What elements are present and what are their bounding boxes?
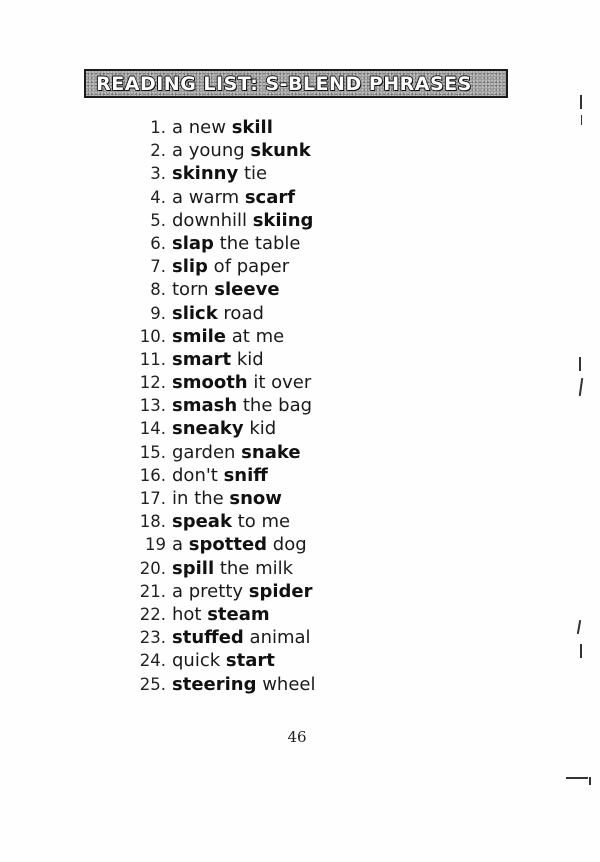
target-word: smile bbox=[172, 325, 227, 347]
target-word: spider bbox=[248, 580, 313, 602]
item-number: 1. bbox=[150, 118, 166, 137]
target-word: spill bbox=[172, 557, 215, 579]
item-number: 10. bbox=[139, 326, 166, 346]
item-phrase bbox=[172, 417, 276, 440]
item-phrase bbox=[172, 673, 316, 696]
target-word: spotted bbox=[188, 534, 268, 556]
title-banner bbox=[84, 69, 508, 98]
phrase-after: tie bbox=[238, 163, 268, 185]
scan-artifact-mark bbox=[580, 95, 582, 109]
item-number: 13. bbox=[139, 396, 166, 416]
target-word: smart bbox=[172, 348, 232, 370]
item-phrase bbox=[172, 487, 282, 510]
target-word: smooth bbox=[172, 372, 248, 394]
item-phrase bbox=[172, 441, 301, 464]
item-number: 18. bbox=[139, 512, 166, 532]
target-word: slap bbox=[172, 232, 214, 254]
target-word: sneaky bbox=[172, 418, 244, 440]
phrase-after: kid bbox=[231, 348, 264, 370]
item-phrase bbox=[172, 325, 284, 348]
item-phrase bbox=[172, 557, 293, 580]
item-number: 21. bbox=[139, 581, 166, 601]
item-number: 19 bbox=[145, 535, 166, 555]
item-number: 15. bbox=[139, 442, 166, 462]
item-number: 6. bbox=[150, 233, 166, 253]
item-phrase bbox=[172, 255, 289, 278]
phrase-after: wheel bbox=[256, 673, 316, 695]
scan-artifact-mark bbox=[579, 378, 583, 396]
phrase-before: in the bbox=[172, 488, 230, 509]
item-phrase bbox=[172, 580, 313, 603]
item-phrase bbox=[172, 302, 264, 325]
page-number: 46 bbox=[287, 728, 307, 746]
phrase-after: road bbox=[217, 302, 264, 324]
item-number: 17. bbox=[139, 489, 166, 508]
scan-artifact-mark bbox=[589, 777, 591, 785]
target-word: snake bbox=[241, 441, 301, 463]
page-title: READING LIST: S-BLEND PHRASES bbox=[96, 72, 472, 95]
target-word: speak bbox=[172, 511, 232, 533]
phrase-after: it over bbox=[247, 372, 312, 394]
phrase-after: animal bbox=[243, 627, 311, 649]
phrase-after: kid bbox=[243, 418, 277, 440]
phrase-before: a new bbox=[172, 117, 232, 138]
item-number: 8. bbox=[150, 280, 166, 300]
phrase-before: downhill bbox=[172, 209, 253, 231]
target-word: stuffed bbox=[172, 627, 244, 649]
scan-artifact-mark bbox=[577, 620, 581, 634]
target-word: start bbox=[225, 650, 275, 672]
target-word: skunk bbox=[250, 140, 311, 162]
item-number: 12. bbox=[139, 373, 166, 393]
item-phrase bbox=[172, 603, 270, 626]
scan-artifact-mark bbox=[579, 357, 581, 371]
phrase-before: torn bbox=[172, 279, 215, 301]
item-phrase bbox=[172, 139, 311, 162]
item-phrase bbox=[172, 649, 275, 672]
item-phrase bbox=[172, 533, 307, 556]
phrase-after: the table bbox=[213, 232, 301, 254]
item-number: 23. bbox=[139, 628, 166, 648]
target-word: steering bbox=[172, 673, 257, 695]
item-number: 25. bbox=[139, 674, 166, 694]
target-word: scarf bbox=[244, 186, 296, 208]
item-number: 20. bbox=[139, 558, 166, 578]
item-phrase bbox=[172, 116, 273, 139]
item-number: 22. bbox=[139, 604, 166, 624]
target-word: skinny bbox=[172, 163, 239, 185]
item-number: 16. bbox=[139, 465, 166, 485]
phrase-before: a pretty bbox=[172, 580, 249, 602]
item-phrase bbox=[172, 371, 311, 394]
item-number: 9. bbox=[150, 303, 166, 323]
item-phrase bbox=[172, 278, 280, 301]
phrase-after: to me bbox=[231, 511, 291, 533]
phrase-after: the milk bbox=[214, 557, 294, 579]
item-phrase bbox=[172, 186, 295, 209]
item-phrase bbox=[172, 232, 301, 255]
phrase-before: a warm bbox=[172, 186, 245, 208]
item-phrase bbox=[172, 394, 312, 417]
item-number: 14. bbox=[139, 419, 166, 439]
item-number: 7. bbox=[150, 257, 166, 277]
scan-artifact-mark bbox=[566, 777, 588, 779]
target-word: slip bbox=[172, 256, 208, 278]
item-number: 3. bbox=[150, 164, 166, 184]
phrase-after: dog bbox=[267, 534, 307, 556]
target-word: steam bbox=[207, 603, 270, 625]
target-word: slick bbox=[172, 302, 218, 324]
scan-artifact-mark bbox=[581, 115, 582, 125]
item-number: 24. bbox=[139, 651, 166, 671]
target-word: skill bbox=[231, 117, 273, 138]
phrase-before: a bbox=[172, 534, 189, 556]
target-word: skiing bbox=[252, 209, 314, 231]
item-number: 2. bbox=[150, 141, 166, 161]
item-phrase bbox=[172, 464, 268, 487]
item-phrase bbox=[172, 626, 311, 649]
target-word: sniff bbox=[223, 464, 268, 486]
phrase-before: don't bbox=[172, 464, 224, 486]
item-phrase bbox=[172, 510, 290, 533]
item-phrase bbox=[172, 162, 267, 185]
item-phrase bbox=[172, 348, 264, 371]
target-word: sleeve bbox=[214, 279, 280, 301]
item-number: 11. bbox=[139, 349, 166, 369]
scan-artifact-mark bbox=[580, 644, 582, 658]
item-number: 4. bbox=[150, 187, 166, 207]
phrase-after: at me bbox=[226, 325, 285, 347]
phrase-after: of paper bbox=[207, 256, 290, 278]
phrase-before: quick bbox=[172, 650, 226, 672]
phrase-before: garden bbox=[172, 441, 242, 463]
phrase-before: hot bbox=[172, 603, 208, 625]
phrase-after: the bag bbox=[237, 395, 313, 417]
item-phrase bbox=[172, 209, 313, 232]
target-word: snow bbox=[229, 488, 282, 509]
target-word: smash bbox=[172, 395, 238, 417]
item-number: 5. bbox=[150, 210, 166, 230]
phrase-before: a young bbox=[172, 140, 251, 162]
